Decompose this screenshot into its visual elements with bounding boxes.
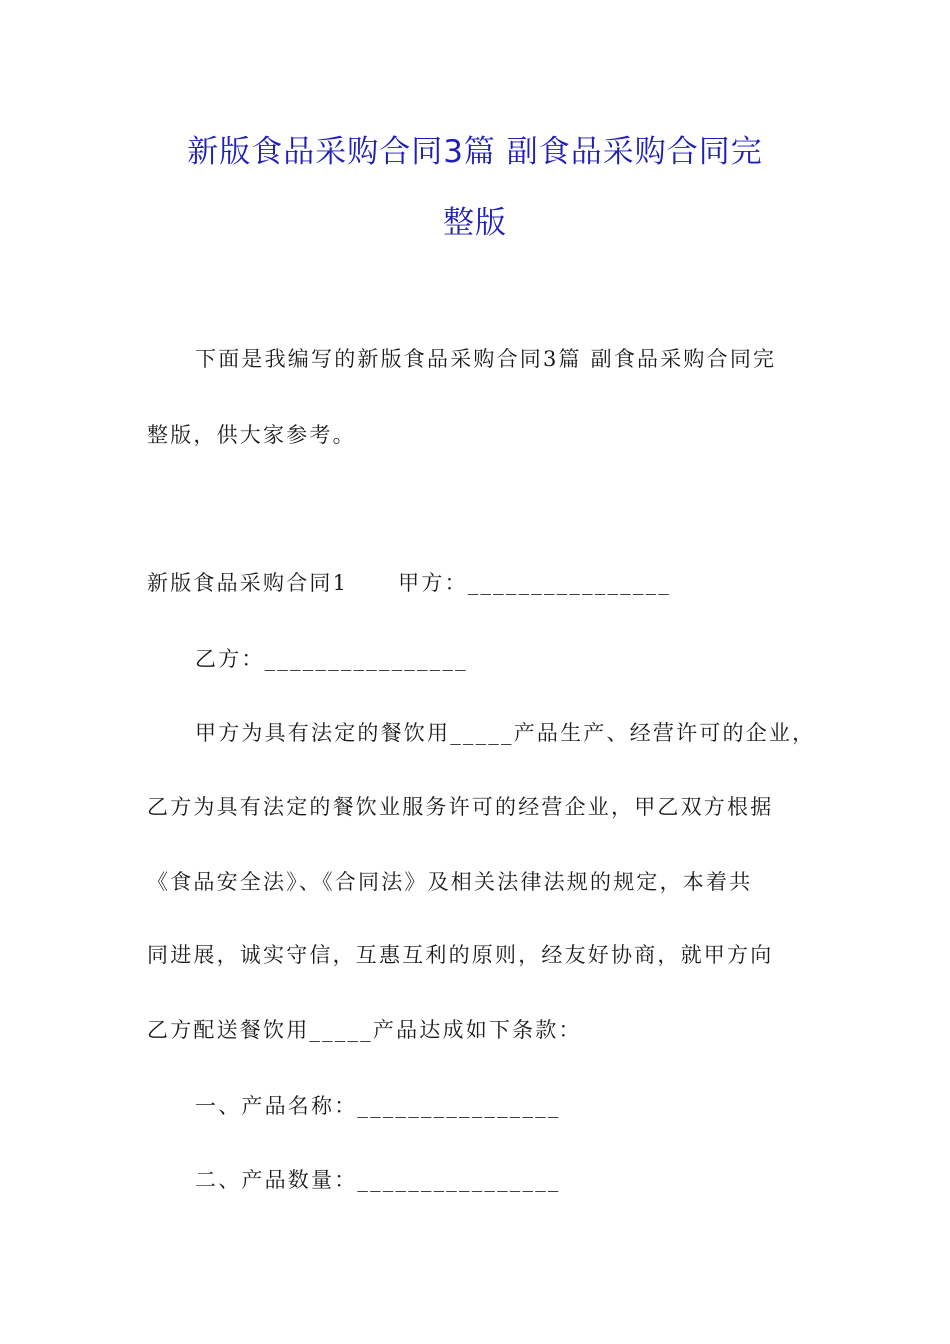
body-line1-a: 甲方为具有法定的餐饮用 [195,721,451,745]
body-line1-b: 产品生产、经营许可的企业， [513,721,816,745]
document-title-line2: 整版 [443,205,507,241]
body-line1 [195,723,815,744]
party-a-label: 甲方： [398,571,468,595]
body-line5-blank: _____ [309,1018,373,1042]
item2-label: 二、产品数量： [195,1168,358,1192]
body-line1-blank: _____ [450,721,514,745]
party-b-label: 乙方： [195,647,265,671]
body-line2: 乙方为具有法定的餐饮业服务许可的经营企业，甲乙双方根据 [147,795,774,819]
item2-row [195,1170,561,1191]
item1-blank: ________________ [357,1094,561,1118]
party-b-blank: ________________ [264,647,468,671]
contract-heading: 新版食品采购合同1 [147,571,349,595]
intro-line1: 下面是我编写的新版食品采购合同3篇 副食品采购合同完 [195,347,777,371]
body-line5-b: 产品达成如下条款： [372,1018,582,1042]
body-line3: 《食品安全法》、《合同法》及相关法律法规的规定，本着共 [147,870,753,894]
item1-row [195,1096,561,1117]
party-b-row [195,649,468,670]
document-title-line1: 新版食品采购合同3篇 副食品采购合同完 [187,134,763,170]
body-line4: 同进展，诚实守信，互惠互利的原则，经友好协商，就甲方向 [147,943,774,967]
item2-blank: ________________ [357,1168,561,1192]
body-line5 [147,1020,582,1041]
intro-line2: 整版，供大家参考。 [147,423,356,447]
item1-label: 一、产品名称： [195,1094,358,1118]
body-line5-a: 乙方配送餐饮用 [147,1018,310,1042]
party-a-blank: ________________ [467,571,671,595]
contract-heading-row [147,573,671,594]
